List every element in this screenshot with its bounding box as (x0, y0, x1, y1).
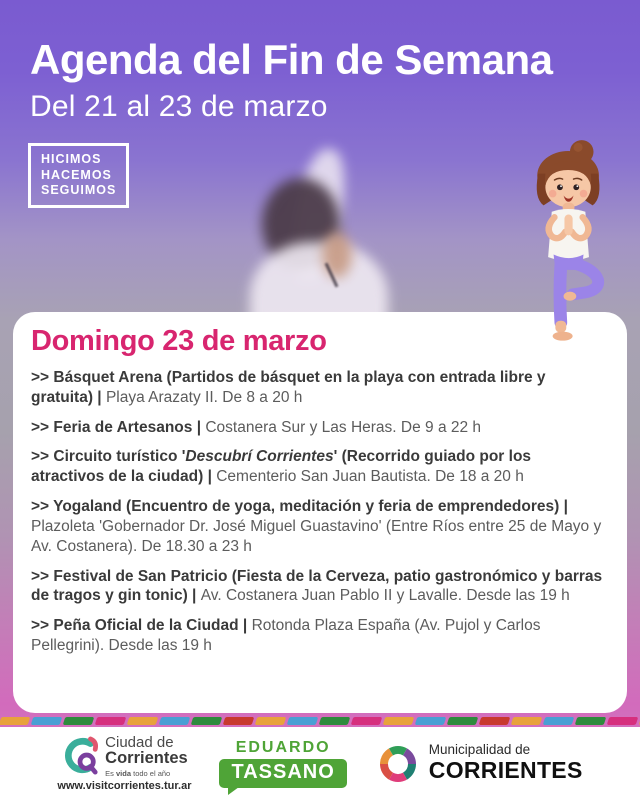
yoga-character-illustration (510, 128, 628, 360)
photo-figure-face (322, 232, 352, 278)
event-item-circuito-turistico: >> Circuito turístico 'Descubrí Corrientes' (Recorrido guiado por los atractivos de la ciudad) | Cementerio San Juan Bautista. De 18 a 20 h (31, 448, 532, 486)
page-title: Agenda del Fin de Semana (30, 36, 553, 83)
muni-line2: CORRIENTES (428, 757, 583, 784)
event-item-festival-san-patricio: >> Festival de San Patricio (Fiesta de la Cerveza, patio gastronómico y barras de tragos y gin tonic) | Av. Costanera Juan Pablo II y Lavalle. Desde las 19 h (31, 567, 603, 605)
event-item-feria-artesanos: >> Feria de Artesanos | Costanera Sur y Las Heras. De 9 a 22 h (31, 418, 482, 436)
tassano-badge: TASSANO (219, 759, 346, 788)
event-item-basquet-arena: >> Básquet Arena (Partidos de básquet en la playa con entrada libre y gratuita) | Playa Arazaty II. De 8 a 20 h (31, 369, 546, 406)
visit-corrientes-url: www.visitcorrientes.tur.ar (57, 780, 192, 793)
municipalidad-corrientes-logo (375, 741, 583, 787)
footer (0, 727, 640, 800)
multicolor-dash-stripe (0, 717, 640, 725)
eduardo-tassano-logo (219, 739, 346, 788)
ciudad-tagline: Es vida todo el año (105, 768, 171, 778)
badge-line: HICIMOS (41, 152, 102, 166)
badge-line: SEGUIMOS (41, 183, 117, 198)
muni-ring-icon (375, 741, 421, 787)
badge-line: HACEMOS (41, 167, 112, 182)
ciudad-line1: Ciudad de (105, 733, 174, 751)
ciudad-line2: Corrientes (105, 749, 188, 768)
events-card (13, 312, 627, 713)
muni-line1: Municipalidad de (428, 742, 531, 758)
event-item-pena-oficial: >> Peña Oficial de la Ciudad | Rotonda Plaza España (Av. Pujol y Carlos Pellegrini). Desde las 19 h (31, 617, 541, 655)
day-heading: Domingo 23 de marzo (31, 325, 327, 357)
event-item-yogaland: >> Yogaland (Encuentro de yoga, meditación y feria de emprendedores) | Plazoleta 'Gobernador Dr. José Miguel Guastavino' (Entre Ríos entre 25 de Mayo y Av. Costanera). De 18.30 a 23 h (31, 498, 602, 555)
ciudad-cq-icon (61, 735, 99, 777)
date-range-subtitle: Del 21 al 23 de marzo (30, 90, 328, 123)
ciudad-de-corrientes-logo (57, 735, 191, 793)
hicimos-hacemos-seguimos-badge (28, 143, 129, 208)
tassano-first-name: EDUARDO (235, 739, 331, 756)
